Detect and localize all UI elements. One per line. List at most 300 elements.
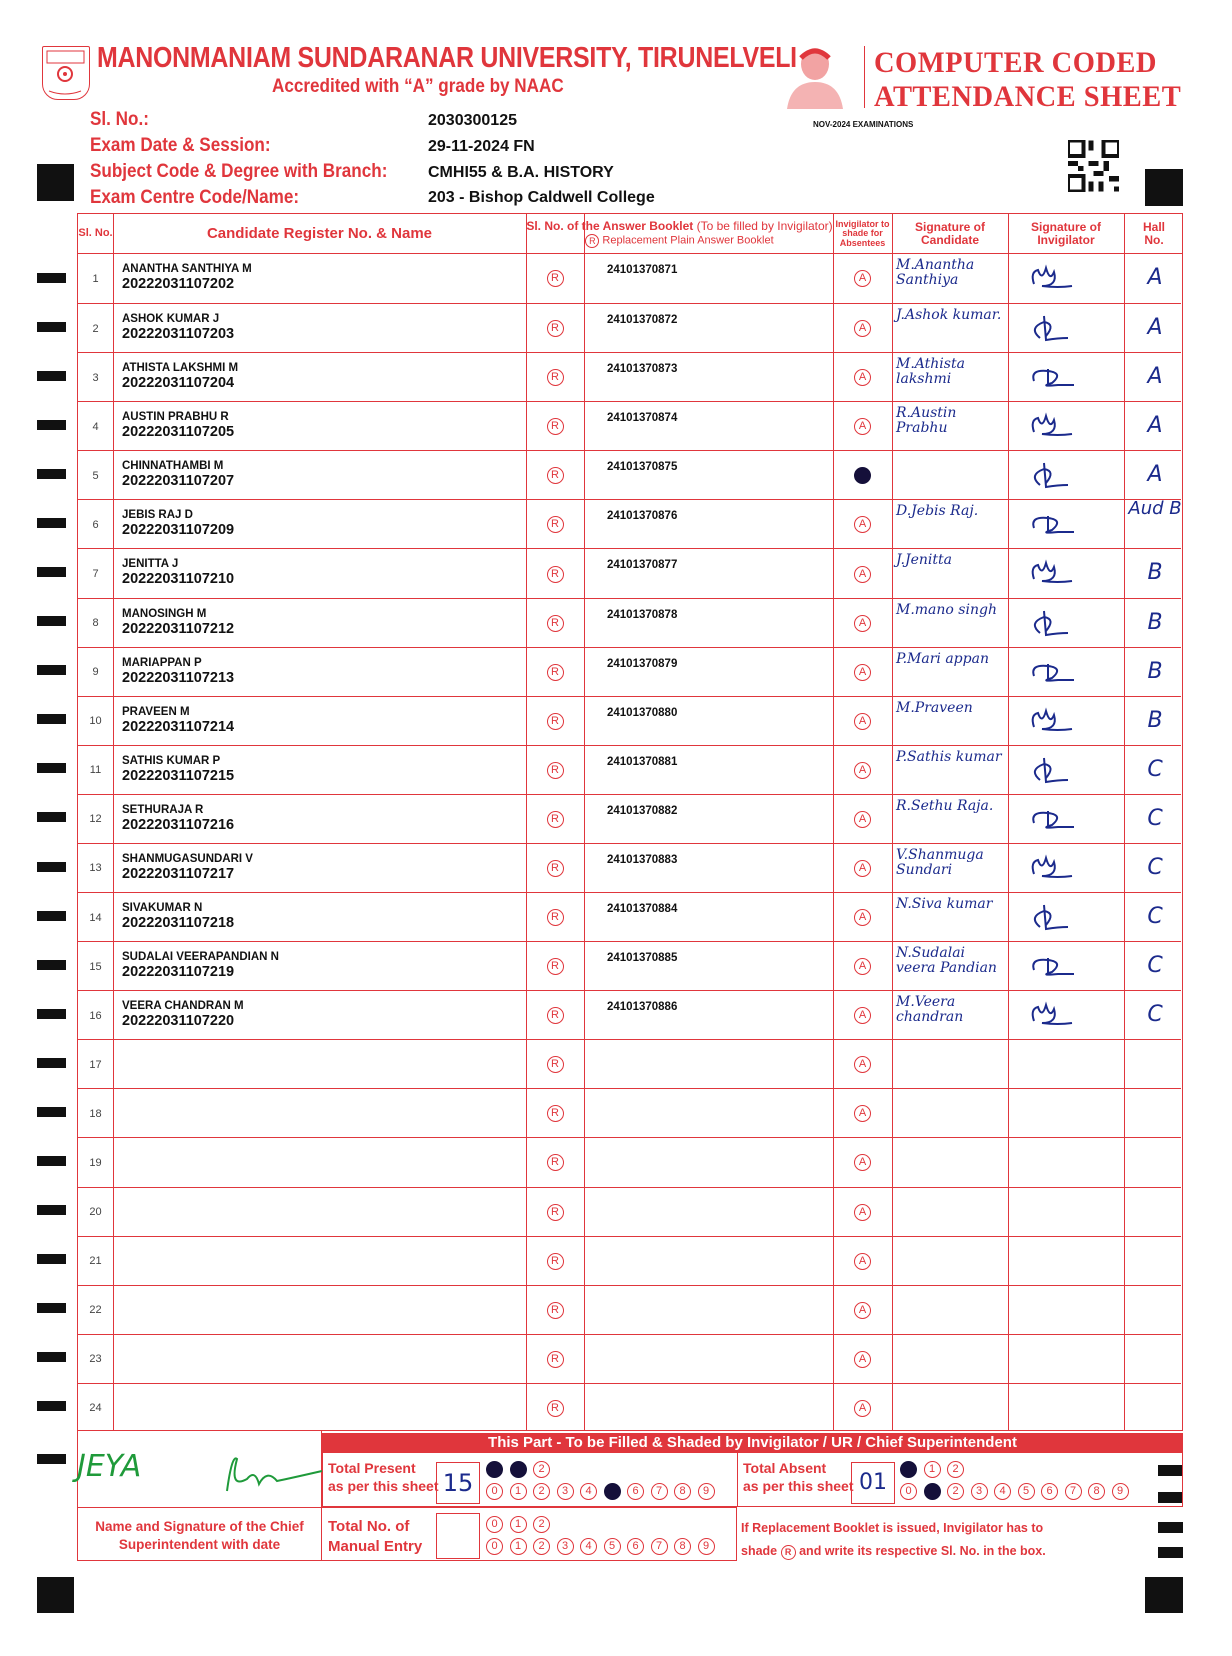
hall-no: C <box>1147 904 1163 930</box>
hall-no: A <box>1147 413 1163 439</box>
absent-bubble[interactable]: A <box>854 909 871 926</box>
replacement-note-1: If Replacement Booklet is issued, Invigilator has to <box>741 1521 1044 1535</box>
candidate-name: SATHIS KUMAR P <box>122 754 221 767</box>
replacement-bubble[interactable]: R <box>547 270 564 287</box>
timing-mark <box>37 665 66 675</box>
table-row <box>78 990 1181 1039</box>
timing-mark <box>37 1058 66 1068</box>
booklet-number: 24101370883 <box>607 853 678 866</box>
candidate-signature: P.Sathis kumar <box>896 748 1002 765</box>
units-bubble[interactable]: 9 <box>698 1538 715 1555</box>
timing-mark <box>37 420 66 430</box>
candidate-reg-no: 20222031107215 <box>122 767 235 784</box>
absent-bubble[interactable] <box>854 467 871 484</box>
booklet-number: 24101370881 <box>607 755 678 768</box>
sheet-title-line2: ATTENDANCE SHEET <box>874 80 1182 113</box>
booklet-number: 24101370882 <box>607 804 678 817</box>
candidate-name: MANOSINGH M <box>122 607 207 620</box>
candidate-reg-no: 20222031107213 <box>122 669 235 686</box>
replacement-bubble[interactable]: R <box>547 1154 564 1171</box>
manual-entry-bubbles[interactable] <box>486 1516 715 1555</box>
timing-mark <box>37 1454 66 1464</box>
candidate-name: JEBIS RAJ D <box>122 509 193 522</box>
booklet-number: 24101370880 <box>607 706 678 719</box>
row-sl-no: 15 <box>89 960 102 973</box>
hall-no: A <box>1147 315 1163 341</box>
tens-bubble[interactable]: 2 <box>533 1516 550 1533</box>
total-absent-box[interactable]: 01 <box>851 1462 895 1504</box>
hall-no: B <box>1147 658 1163 684</box>
candidate-reg-no: 20222031107205 <box>122 424 235 441</box>
row-sl-no: 12 <box>89 813 102 826</box>
replacement-bubble[interactable]: R <box>547 958 564 975</box>
booklet-number: 24101370875 <box>607 461 678 474</box>
hall-no: B <box>1147 707 1163 733</box>
footer-section <box>77 1431 1183 1561</box>
candidate-signature: D.Jebis Raj. <box>896 503 979 520</box>
table-row <box>78 647 1181 696</box>
invigilator-signature <box>1028 756 1084 786</box>
row-sl-no: 3 <box>92 371 99 384</box>
invigilator-signature <box>1028 805 1084 835</box>
absent-bubble[interactable]: A <box>854 418 871 435</box>
replacement-bubble[interactable]: R <box>547 1204 564 1221</box>
candidate-name: ANANTHA SANTHIYA M <box>122 263 252 275</box>
absent-bubble[interactable]: A <box>854 1154 871 1171</box>
absent-bubble[interactable]: A <box>854 270 871 287</box>
tens-bubble[interactable] <box>486 1461 503 1478</box>
absent-bubble[interactable]: A <box>854 1105 871 1122</box>
units-bubble[interactable]: 9 <box>698 1483 715 1500</box>
header-divider <box>864 46 865 108</box>
absent-bubble[interactable]: A <box>854 516 871 533</box>
hall-no: C <box>1147 756 1163 782</box>
replacement-bubble[interactable]: R <box>547 713 564 730</box>
timing-mark <box>37 518 66 528</box>
replacement-bubble[interactable]: R <box>547 369 564 386</box>
row-sl-no: 5 <box>92 469 99 482</box>
units-bubble[interactable]: 8 <box>674 1538 691 1555</box>
absent-bubble[interactable]: A <box>854 1204 871 1221</box>
replacement-bubble[interactable]: R <box>547 516 564 533</box>
timing-mark <box>1145 1577 1183 1613</box>
timing-mark <box>37 322 66 332</box>
candidate-reg-no: 20222031107212 <box>122 620 235 637</box>
hall-no: B <box>1147 560 1163 586</box>
candidate-name: AUSTIN PRABHU R <box>122 411 229 424</box>
replacement-bubble[interactable]: R <box>547 1302 564 1319</box>
absent-bubble[interactable]: A <box>854 1302 871 1319</box>
invigilator-signature <box>1028 314 1084 344</box>
booklet-number: 24101370872 <box>607 314 678 327</box>
row-sl-no: 13 <box>89 862 102 875</box>
table-row <box>78 1236 1181 1285</box>
total-absent-label-2: as per this sheet <box>743 1478 854 1495</box>
table-row <box>78 401 1181 450</box>
candidate-signature: R.Austin Prabhu <box>896 405 957 436</box>
candidate-reg-no: 20222031107216 <box>122 816 235 833</box>
candidate-name: SHANMUGASUNDARI V <box>122 852 253 865</box>
header-replacement: Replacement Plain Answer Booklet <box>602 234 774 247</box>
units-bubble[interactable] <box>924 1483 941 1500</box>
units-bubble[interactable]: 3 <box>971 1483 988 1500</box>
timing-mark <box>37 1303 66 1313</box>
timing-mark <box>37 714 66 724</box>
tens-bubble[interactable]: 1 <box>924 1461 941 1478</box>
replacement-bubble[interactable]: R <box>547 615 564 632</box>
row-sl-no: 8 <box>92 617 99 630</box>
timing-mark <box>37 1352 66 1362</box>
candidate-name: ATHISTA LAKSHMI M <box>122 362 239 375</box>
invigilator-signature <box>1028 1001 1084 1031</box>
units-bubble[interactable]: 4 <box>994 1483 1011 1500</box>
header-candidate: Candidate Register No. & Name <box>206 225 433 243</box>
footer-banner: This Part - To be Filled & Shaded by Invigilator / UR / Chief Superintendent <box>322 1433 1183 1453</box>
absent-bubble[interactable]: A <box>854 1400 871 1417</box>
candidate-reg-no: 20222031107217 <box>122 865 235 882</box>
absent-bubble[interactable]: A <box>854 1007 871 1024</box>
table-row <box>78 794 1181 843</box>
candidate-name: SUDALAI VEERAPANDIAN N <box>122 951 279 964</box>
row-sl-no: 23 <box>89 1353 102 1366</box>
replacement-bubble[interactable]: R <box>547 1253 564 1270</box>
chief-signature: JEYA <box>77 1449 142 1484</box>
candidate-name: MARIAPPAN P <box>122 656 202 669</box>
invigilator-signature <box>1028 658 1084 688</box>
booklet-number: 24101370874 <box>607 412 678 425</box>
units-bubble[interactable]: 7 <box>651 1483 668 1500</box>
replacement-bubble[interactable]: R <box>547 762 564 779</box>
total-present-bubbles[interactable] <box>486 1461 715 1500</box>
units-bubble[interactable]: 0 <box>486 1483 503 1500</box>
university-logo <box>42 46 90 100</box>
field-value-slno: 2030300125 <box>428 112 517 129</box>
chief-signature-scribble <box>207 1449 327 1499</box>
row-sl-no: 14 <box>89 911 102 924</box>
timing-mark <box>37 1009 66 1019</box>
hall-no: C <box>1147 805 1163 831</box>
replacement-bubble[interactable]: R <box>547 811 564 828</box>
replacement-bubble[interactable]: R <box>547 320 564 337</box>
absent-bubble[interactable]: A <box>854 762 871 779</box>
booklet-number: 24101370873 <box>607 363 678 376</box>
replacement-bubble[interactable]: R <box>547 909 564 926</box>
candidate-signature: M.Athista lakshmi <box>896 356 965 387</box>
units-bubble[interactable]: 1 <box>510 1483 527 1500</box>
table-row <box>78 548 1181 597</box>
field-value-subject: CMHI55 & B.A. HISTORY <box>428 164 614 181</box>
tens-bubble[interactable]: 1 <box>510 1516 527 1533</box>
row-sl-no: 7 <box>92 568 99 580</box>
hall-no: A <box>1147 462 1163 488</box>
candidate-signature: J.Ashok kumar. <box>896 307 1002 324</box>
candidate-reg-no: 20222031107218 <box>122 915 235 932</box>
row-sl-no: 20 <box>89 1206 102 1219</box>
timing-mark <box>37 1205 66 1215</box>
candidate-reg-no: 20222031107202 <box>122 276 235 292</box>
timing-mark <box>37 812 66 822</box>
timing-mark <box>37 371 66 381</box>
table-row <box>78 598 1181 647</box>
manual-entry-label: Total No. of <box>328 1518 410 1535</box>
table-row <box>78 1088 1181 1137</box>
absent-bubble[interactable]: A <box>854 369 871 386</box>
absent-bubble[interactable]: A <box>854 1056 871 1073</box>
replacement-bubble[interactable]: R <box>547 860 564 877</box>
candidate-name: PRAVEEN M <box>122 705 190 718</box>
row-sl-no: 11 <box>89 764 102 777</box>
table-row <box>78 1334 1181 1383</box>
candidate-signature: V.Shanmuga Sundari <box>896 846 984 878</box>
table-row <box>78 254 1181 303</box>
units-bubble[interactable]: 9 <box>1112 1483 1129 1500</box>
field-label-subject: Subject Code & Degree with Branch: <box>90 161 388 182</box>
booklet-number: 24101370884 <box>607 903 678 916</box>
timing-mark <box>37 616 66 626</box>
timing-mark <box>37 1156 66 1166</box>
qr-code <box>1068 140 1119 192</box>
booklet-number: 24101370885 <box>607 952 678 965</box>
header-sl-no: Sl. No. <box>78 227 113 240</box>
table-row <box>78 892 1181 941</box>
hall-no: C <box>1147 854 1163 880</box>
invigilator-signature <box>1028 559 1084 589</box>
units-bubble[interactable]: 7 <box>651 1538 668 1555</box>
replacement-bubble[interactable]: R <box>547 1007 564 1024</box>
candidate-signature: N.Sudalai veera Pandian <box>896 945 997 976</box>
units-bubble[interactable]: 5 <box>1018 1483 1035 1500</box>
header-booklet <box>526 214 833 254</box>
total-absent-bubbles[interactable] <box>900 1461 1129 1500</box>
absent-bubble[interactable]: A <box>854 615 871 632</box>
candidate-signature: P.Mari appan <box>896 650 989 667</box>
replacement-bubble[interactable]: R <box>547 418 564 435</box>
units-bubble[interactable]: 4 <box>580 1483 597 1500</box>
field-label-centre: Exam Centre Code/Name: <box>90 187 300 208</box>
table-row <box>78 843 1181 892</box>
replacement-bubble[interactable]: R <box>547 467 564 484</box>
timing-mark <box>37 469 66 479</box>
row-sl-no: 17 <box>89 1058 102 1071</box>
units-bubble[interactable]: 3 <box>557 1483 574 1500</box>
invigilator-signature <box>1028 264 1084 294</box>
candidate-name: SETHURAJA R <box>122 803 204 816</box>
candidate-reg-no: 20222031107219 <box>122 964 235 981</box>
invigilator-signature <box>1028 363 1084 393</box>
header-sig-candidate: Signature of Candidate <box>914 220 985 247</box>
invigilator-signature <box>1028 952 1084 982</box>
tens-bubble[interactable] <box>900 1461 917 1478</box>
invigilator-signature <box>1028 412 1084 442</box>
timing-mark <box>37 1577 74 1613</box>
candidate-signature: N.Siva kumar <box>896 896 993 913</box>
timing-mark <box>1145 169 1183 206</box>
tens-bubble[interactable] <box>510 1461 527 1478</box>
absent-bubble[interactable]: A <box>854 811 871 828</box>
total-present-box[interactable]: 15 <box>436 1462 480 1504</box>
table-row <box>78 1187 1181 1236</box>
units-bubble[interactable]: 0 <box>900 1483 917 1500</box>
table-row <box>78 352 1181 401</box>
candidate-signature: M.Anantha Santhiya <box>896 257 975 288</box>
units-bubble[interactable]: 8 <box>1088 1483 1105 1500</box>
row-sl-no: 1 <box>92 272 99 285</box>
timing-mark <box>37 960 66 970</box>
replacement-note-2b: and write its respective Sl. No. in the box. <box>799 1544 1046 1559</box>
invigilator-signature <box>1028 707 1084 737</box>
row-sl-no: 21 <box>89 1255 102 1268</box>
header-booklet-title: Sl. No. of the Answer Booklet <box>526 218 694 233</box>
hall-no: Aud B <box>1128 498 1182 520</box>
absent-bubble[interactable]: A <box>854 713 871 730</box>
tens-bubble[interactable]: 0 <box>486 1516 503 1533</box>
total-absent-label: Total Absent <box>743 1460 827 1476</box>
units-bubble[interactable]: 2 <box>533 1483 550 1500</box>
timing-mark <box>37 1401 66 1411</box>
units-bubble[interactable]: 1 <box>510 1538 527 1555</box>
absent-bubble[interactable]: A <box>854 958 871 975</box>
replacement-bubble[interactable]: R <box>547 1400 564 1417</box>
absent-bubble[interactable]: A <box>854 1253 871 1270</box>
hall-no: C <box>1147 953 1163 979</box>
tens-bubble[interactable]: 2 <box>533 1461 550 1478</box>
replacement-note-2a: shade <box>741 1544 778 1559</box>
row-sl-no: 2 <box>92 322 99 335</box>
hall-no: A <box>1147 364 1163 390</box>
candidate-signature: J.Jenitta <box>896 552 952 569</box>
table-row <box>78 1383 1181 1432</box>
header-hall: Hall No. <box>1142 220 1165 247</box>
table-row <box>78 941 1181 990</box>
candidate-reg-no: 20222031107210 <box>122 571 235 588</box>
candidate-reg-no: 20222031107203 <box>122 326 235 343</box>
tens-bubble[interactable]: 2 <box>947 1461 964 1478</box>
total-present-label-2: as per this sheet <box>328 1478 439 1495</box>
manual-entry-label-2: Manual Entry <box>328 1537 423 1555</box>
absent-bubble[interactable]: A <box>854 860 871 877</box>
units-bubble[interactable]: 6 <box>627 1538 644 1555</box>
candidate-name: ASHOK KUMAR J <box>122 313 220 326</box>
table-row <box>78 499 1181 548</box>
row-sl-no: 9 <box>92 666 99 679</box>
candidate-reg-no: 20222031107214 <box>122 718 235 735</box>
units-bubble[interactable]: 5 <box>604 1538 621 1555</box>
university-name: MANONMANIAM SUNDARANAR UNIVERSITY, TIRUNELVELI <box>97 42 797 74</box>
field-value-exam-date: 29-11-2024 FN <box>428 138 535 155</box>
candidate-name: SIVAKUMAR N <box>122 902 203 915</box>
candidate-name: VEERA CHANDRAN M <box>122 1000 244 1013</box>
units-bubble[interactable]: 2 <box>533 1538 550 1555</box>
absent-bubble[interactable]: A <box>854 1351 871 1368</box>
row-sl-no: 19 <box>89 1156 102 1169</box>
table-row <box>78 1285 1181 1334</box>
units-bubble[interactable]: 7 <box>1065 1483 1082 1500</box>
invigilator-signature <box>1028 609 1084 639</box>
units-bubble[interactable] <box>604 1483 621 1500</box>
absent-bubble[interactable]: A <box>854 664 871 681</box>
timing-mark <box>37 1107 66 1117</box>
units-bubble[interactable]: 0 <box>486 1538 503 1555</box>
units-bubble[interactable]: 6 <box>1041 1483 1058 1500</box>
chief-label: Name and Signature of the Chief Superintendent with date <box>95 1519 304 1552</box>
units-bubble[interactable]: 8 <box>674 1483 691 1500</box>
absent-bubble[interactable]: A <box>854 320 871 337</box>
invigilator-signature <box>1028 854 1084 884</box>
candidate-reg-no: 20222031107220 <box>122 1013 235 1030</box>
units-bubble[interactable]: 4 <box>580 1538 597 1555</box>
invigilator-signature <box>1028 461 1084 491</box>
row-sl-no: 6 <box>92 518 99 531</box>
replacement-bubble[interactable]: R <box>547 1351 564 1368</box>
total-present-label: Total Present <box>328 1460 416 1476</box>
field-label-slno: Sl. No.: <box>90 109 149 130</box>
header-booklet-note: (To be filled by Invigilator) <box>696 218 833 233</box>
replacement-r-icon: R <box>781 1545 796 1560</box>
candidate-name: JENITTA J <box>122 558 179 571</box>
table-row <box>78 303 1181 352</box>
table-row <box>78 450 1181 499</box>
founder-portrait <box>783 44 847 109</box>
booklet-number: 24101370886 <box>607 1001 678 1014</box>
replacement-r-icon: R <box>585 234 599 248</box>
field-label-exam-date: Exam Date & Session: <box>90 135 271 156</box>
header-absent: Invigilator to shade for Absentees <box>835 218 890 248</box>
timing-mark <box>37 763 66 773</box>
candidate-reg-no: 20222031107204 <box>122 375 235 392</box>
manual-entry-box[interactable] <box>436 1513 480 1559</box>
replacement-bubble[interactable]: R <box>547 664 564 681</box>
booklet-number: 24101370877 <box>607 559 678 572</box>
candidate-signature: M.Veera chandran <box>896 994 964 1025</box>
units-bubble[interactable]: 3 <box>557 1538 574 1555</box>
invigilator-signature <box>1028 903 1084 933</box>
booklet-number: 24101370871 <box>607 264 678 276</box>
row-sl-no: 22 <box>89 1304 102 1317</box>
candidate-reg-no: 20222031107209 <box>122 522 235 539</box>
row-sl-no: 18 <box>89 1107 102 1120</box>
booklet-number: 24101370876 <box>607 510 678 523</box>
table-row <box>78 745 1181 794</box>
row-sl-no: 4 <box>92 420 99 433</box>
attendance-table <box>77 213 1183 1431</box>
candidate-name: CHINNATHAMBI M <box>122 460 224 473</box>
table-row <box>78 1137 1181 1186</box>
booklet-number: 24101370878 <box>607 608 678 621</box>
absent-bubble[interactable]: A <box>854 566 871 583</box>
timing-mark <box>37 273 66 283</box>
row-sl-no: 16 <box>89 1009 102 1022</box>
timing-mark <box>37 567 66 577</box>
hall-no: B <box>1147 609 1163 635</box>
candidate-signature: M.mano singh <box>896 601 997 618</box>
units-bubble[interactable]: 2 <box>947 1483 964 1500</box>
hall-no: C <box>1147 1002 1163 1028</box>
candidate-reg-no: 20222031107207 <box>122 473 235 490</box>
timing-mark <box>37 1254 66 1264</box>
units-bubble[interactable]: 6 <box>627 1483 644 1500</box>
sheet-title-line1: COMPUTER CODED <box>874 46 1157 79</box>
exam-series: NOV-2024 EXAMINATIONS <box>813 120 914 129</box>
field-value-centre: 203 - Bishop Caldwell College <box>428 189 655 206</box>
invigilator-signature <box>1028 510 1084 540</box>
booklet-number: 24101370879 <box>607 657 678 670</box>
replacement-bubble[interactable]: R <box>547 1056 564 1073</box>
candidate-signature: M.Praveen <box>896 699 973 716</box>
replacement-bubble[interactable]: R <box>547 1105 564 1122</box>
replacement-bubble[interactable]: R <box>547 566 564 583</box>
row-sl-no: 10 <box>89 715 102 728</box>
table-row <box>78 1039 1181 1088</box>
